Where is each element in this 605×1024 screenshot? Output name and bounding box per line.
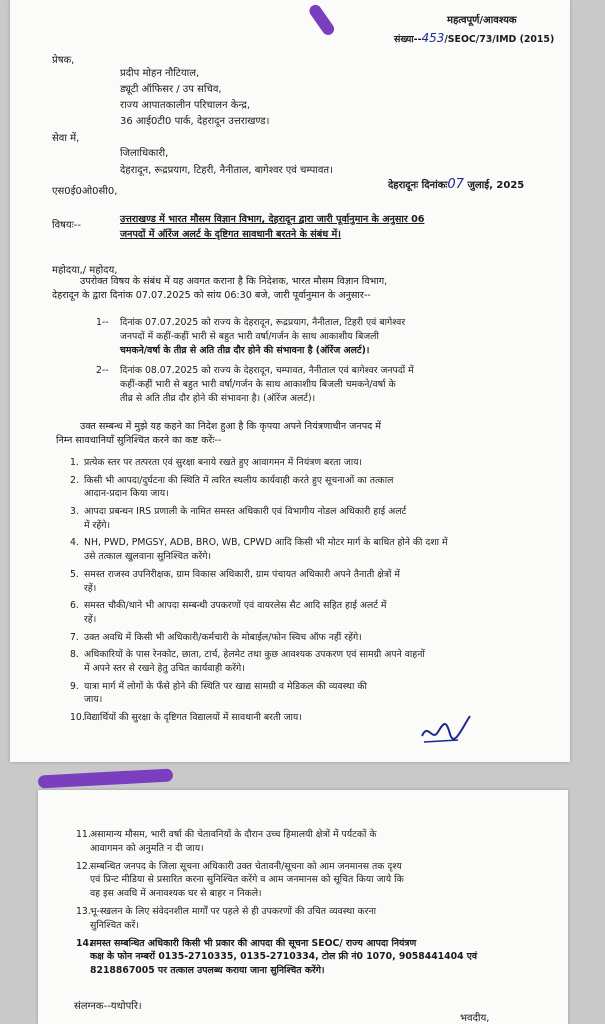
precaution-item — [70, 711, 554, 725]
precaution-item — [70, 505, 554, 533]
item-line: उसे तत्काल खुलवाना सुनिश्चित करेंगे। — [84, 551, 212, 563]
item-line: वह इस अवधि में अनावश्यक घर से बाहर न निकले। — [90, 888, 262, 900]
intro-line-1: उपरोक्त विषय के संबंध में यह अवगत कराना है कि निदेशक, भारत मौसम विज्ञान विभाग, — [80, 276, 388, 287]
date-handwritten: 07 — [447, 177, 464, 192]
intro-paragraph — [52, 275, 550, 303]
letter-page-2 — [38, 790, 568, 1024]
letter-page-1 — [10, 0, 570, 762]
instruction-paragraph — [56, 420, 550, 448]
forecast-2-line-2: कहीं-कहीं भारी से बहुत भारी वर्षा/गर्जन के साथ आकाशीय बिजली चमकने/वर्षा के — [120, 378, 396, 390]
priority-tag: महत्वपूर्ण/आवश्यक — [447, 15, 517, 26]
item-number: 5. — [70, 568, 79, 580]
enclosure-note: संलग्नक--यथोपरि। — [74, 1001, 142, 1012]
item-line: NH, PWD, PMGSY, ADB, BRO, WB, CPWD आदि किसी भी मोटर मार्ग के बाधित होने की दशा में — [84, 537, 448, 549]
sender-designation: ड्यूटी ऑफिसर / उप सचिव, — [120, 84, 222, 95]
date-prefix: देहरादूनः दिनांकः — [388, 180, 448, 191]
precaution-item — [70, 474, 554, 502]
letter-date — [388, 177, 524, 192]
recipient-title: जिलाधिकारी, — [120, 148, 169, 159]
item-number: 1. — [70, 457, 79, 468]
precaution-item — [70, 536, 554, 564]
item-number: 3. — [70, 506, 79, 517]
item-line: प्रत्येक स्तर पर तत्परता एवं सुरक्षा बनाये रखते हुए आवागमन में नियंत्रण बरता जाय। — [84, 457, 363, 468]
item-line: असामान्य मौसम, भारी वर्षा की चेतावनियों के दौरान उच्च हिमालयी क्षेत्रों में पर्यटकों के — [90, 829, 377, 840]
precaution-item — [70, 680, 554, 708]
forecast-1-line-3: चमकने/वर्षा के तीव्र से अति तीव्र दौर होने की संभावना है (ऑरेंज अलर्ट)। — [120, 344, 370, 356]
item-line: एवं प्रिन्ट मीडिया से प्रसारित करना सुनिश्चित करेंगे व आम जनमानस को सूचित किया जाये कि — [90, 874, 404, 886]
date-suffix: जुलाई, 2025 — [467, 180, 525, 191]
item-line: सम्बन्धित जनपद के जिला सूचना अधिकारी उक्त चेतावनी/सूचना को आम जनमानस तक दृश्य — [90, 860, 402, 872]
salutation: महोदया,/ महोदय, — [52, 265, 118, 276]
item-line: विद्यार्थियों की सुरक्षा के दृष्टिगत विद्यालयों में सावधानी बरती जाय। — [84, 712, 302, 723]
item-line: रहें। — [84, 613, 97, 625]
item-number: 12. — [76, 860, 91, 872]
item-number: 9. — [70, 680, 79, 692]
recipient-districts: देहरादून, रूद्रप्रयाग, टिहरी, नैनीताल, बागेश्वर एवं चम्पावत। — [120, 165, 333, 176]
subject-label: विषयः-- — [52, 220, 81, 231]
item-number: 6. — [70, 600, 79, 612]
sender-name: प्रदीप मोहन नौटियाल, — [120, 68, 200, 79]
forecast-2-line-3: तीव्र से अति तीव्र दौर होने की संभावना है। (ऑरेंज अलर्ट)। — [120, 392, 316, 404]
precaution-item — [76, 905, 560, 933]
forecast-1 — [96, 316, 550, 357]
forecast-1-line-2: जनपदों में कहीं-कहीं भारी से बहुत भारी वर्षा/गर्जन के साथ आकाशीय बिजली — [120, 330, 379, 342]
office-code: एस0ई0ओ0सी0, — [52, 186, 118, 197]
item-line: आदान-प्रदान किया जाय। — [84, 488, 169, 500]
item-number: 13. — [76, 906, 91, 917]
item-line: जाय। — [84, 694, 103, 706]
subject-line-2: जनपदों में ऑरेंज अलर्ट के दृष्टिगत सावधानी बरतने के संबंध में। — [120, 229, 341, 240]
item-number: 10. — [70, 712, 85, 723]
item-line: में अपने स्तर से रखने हेतु उचित कार्यवाही करेंगे। — [84, 662, 245, 674]
precaution-item — [70, 648, 554, 676]
item-line: उक्त अवधि में किसी भी अधिकारी/कर्मचारी के मोबाईल/फोन स्विच ऑफ नहीं रहेंगे। — [84, 631, 362, 643]
item-number: 4. — [70, 537, 79, 549]
item-number: 14. — [76, 937, 93, 949]
item-line: 8218867005 पर तत्काल उपलब्ध कराया जाना सुनिश्चित करेंगे। — [90, 965, 325, 977]
forecast-2-line-1: दिनांक 08.07.2025 को राज्य के देहरादून, चम्पावत, नैनीताल एवं बागेश्वर जनपदों में — [120, 365, 414, 376]
sender-label: प्रेषक, — [52, 55, 75, 66]
reference-number — [394, 31, 554, 45]
ref-label: संख्या-- — [394, 34, 422, 45]
instruction-line-2: निम्न सावधानियाँ सुनिश्चित करने का कष्ट करेंः-- — [56, 434, 222, 446]
precaution-item — [76, 937, 560, 978]
item-number: 11. — [76, 829, 91, 840]
instruction-line-1: उक्त सम्बन्ध में मुझे यह कहने का निदेश हुआ है कि कृपया अपने नियंत्रणाधीन जनपद में — [80, 421, 382, 432]
signature-mark — [418, 712, 474, 748]
item-line: आवागमन को अनुमति न दी जाय। — [90, 842, 204, 854]
ref-suffix: /SEOC/73/IMD (2015) — [444, 34, 555, 45]
recipient-block — [120, 145, 333, 179]
item-line: रहें। — [84, 582, 97, 594]
item-line: सुनिश्चित करें। — [90, 919, 139, 931]
item-line: यात्रा मार्ग में लोगों के फँसे होने की स्थिति पर खाद्य सामग्री व मेडिकल की व्यवस्था की — [84, 680, 367, 692]
precaution-item — [76, 828, 560, 856]
precaution-item — [70, 599, 554, 627]
item-line: कक्ष के फोन नम्बरों 0135-2710335, 0135-2710334, टोल फ्री नं0 1070, 9058441404 एवं — [90, 951, 478, 963]
item-line: समस्त राजस्व उपनिरीक्षक, ग्राम विकास अधिकारी, ग्राम पंचायत अधिकारी अपने तैनाती क्षेत्रों में — [84, 568, 400, 580]
sender-office: राज्य आपातकालीन परिचालन केन्द्र, — [120, 100, 251, 111]
item-line: किसी भी आपदा/दुर्घटना की स्थिति में त्वरित स्थलीय कार्यवाही करते हुए सूचनाओं का तत्काल — [84, 474, 394, 486]
subject-text — [120, 212, 424, 242]
intro-line-2: देहरादून के द्वारा दिनांक 07.07.2025 को सांय 06:30 बजे, जारी पूर्वानुमान के अनुसार-- — [52, 289, 371, 301]
precaution-item — [70, 456, 554, 470]
precaution-item — [70, 568, 554, 596]
closing: भवदीय, — [460, 1013, 490, 1024]
sender-block — [120, 66, 269, 130]
precaution-item — [70, 631, 554, 645]
item-line: में रहेंगे। — [84, 519, 111, 531]
item-number: 7. — [70, 631, 79, 643]
ref-handwritten: 453 — [421, 31, 445, 45]
to-label: सेवा में, — [52, 133, 80, 144]
item-line: समस्त चौकी/थाने भी आपदा सम्बन्धी उपकरणों एवं वायरलेस सैट आदि सहित हाई अलर्ट में — [84, 600, 387, 612]
forecast-1-number: 1-- — [96, 317, 109, 328]
item-line: अधिकारियों के पास रेनकोट, छाता, टार्च, हेलमेट तथा कुछ आवश्यक उपकरण एवं सामग्री अपने वाहनों — [84, 649, 425, 661]
forecast-2 — [96, 364, 550, 405]
sender-address: 36 आई0टी0 पार्क, देहरादून उत्तराखण्ड। — [120, 116, 270, 127]
marker-stroke — [38, 768, 173, 788]
forecast-2-number: 2-- — [96, 365, 109, 376]
item-line: भू-स्खलन के लिए संवेदनशील मार्गों पर पहले से ही उपकरणों की उचित व्यवस्था करना — [90, 906, 377, 917]
item-number: 8. — [70, 649, 79, 661]
precaution-item — [76, 860, 560, 901]
subject-line-1: उत्तराखण्ड में भारत मौसम विज्ञान विभाग, देहरादून द्वारा जारी पूर्वानुमान के अनुसार 06 — [120, 214, 425, 225]
item-line: समस्त सम्बन्धित अधिकारी किसी भी प्रकार की आपदा की सूचना SEOC/ राज्य आपदा नियंत्रण — [90, 937, 417, 949]
item-number: 2. — [70, 474, 79, 486]
forecast-1-line-1: दिनांक 07.07.2025 को राज्य के देहरादून, रूद्रप्रयाग, नैनीताल, टिहरी एवं बागेश्वर — [120, 317, 406, 328]
item-line: आपदा प्रबन्धन IRS प्रणाली के नामित समस्त अधिकारी एवं विभागीय नोडल अधिकारी हाई अलर्ट — [84, 506, 407, 517]
